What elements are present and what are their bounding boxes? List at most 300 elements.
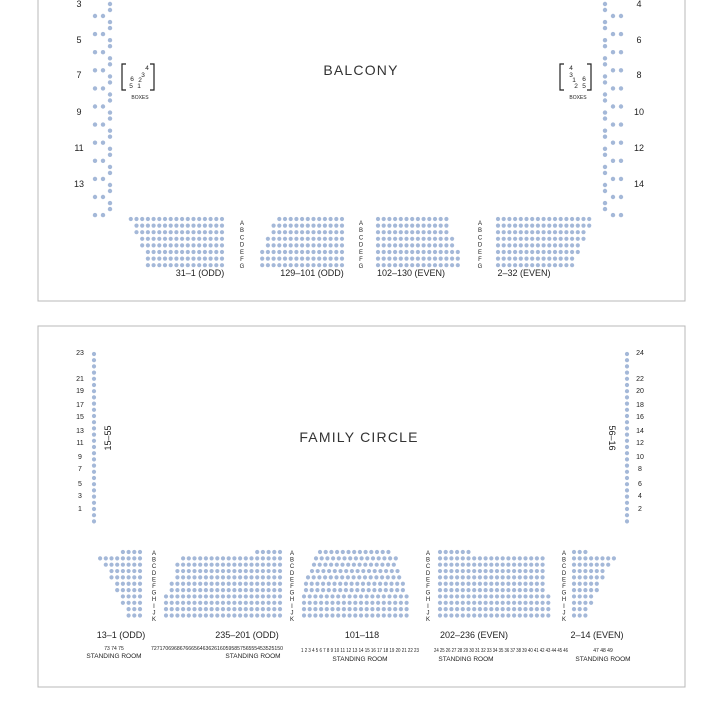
seat[interactable] <box>603 147 607 151</box>
seat[interactable] <box>410 224 414 228</box>
seat[interactable] <box>342 594 346 598</box>
seat[interactable] <box>484 594 488 598</box>
seat[interactable] <box>132 582 136 586</box>
seat[interactable] <box>238 582 242 586</box>
seat[interactable] <box>578 607 582 611</box>
seat[interactable] <box>92 377 96 381</box>
seat[interactable] <box>146 237 150 241</box>
seat[interactable] <box>625 414 629 418</box>
seat[interactable] <box>333 569 337 573</box>
seat[interactable] <box>174 217 178 221</box>
seat[interactable] <box>600 569 604 573</box>
seat[interactable] <box>329 230 333 234</box>
seat[interactable] <box>578 550 582 554</box>
seat[interactable] <box>319 613 323 617</box>
seat[interactable] <box>375 563 379 567</box>
seat[interactable] <box>484 613 488 617</box>
seat[interactable] <box>377 556 381 560</box>
seat[interactable] <box>570 250 574 254</box>
seat[interactable] <box>399 601 403 605</box>
seat[interactable] <box>334 257 338 261</box>
seat[interactable] <box>422 224 426 228</box>
seat[interactable] <box>260 263 264 267</box>
seat[interactable] <box>283 263 287 267</box>
seat[interactable] <box>227 594 231 598</box>
seat[interactable] <box>373 569 377 573</box>
seat[interactable] <box>266 237 270 241</box>
seat[interactable] <box>625 464 629 468</box>
seat[interactable] <box>625 426 629 430</box>
seat[interactable] <box>603 8 607 12</box>
seat[interactable] <box>181 601 185 605</box>
seat[interactable] <box>181 594 185 598</box>
seat[interactable] <box>310 582 314 586</box>
seat[interactable] <box>422 230 426 234</box>
seat[interactable] <box>541 613 545 617</box>
seat[interactable] <box>461 588 465 592</box>
seat[interactable] <box>294 230 298 234</box>
seat[interactable] <box>238 556 242 560</box>
seat[interactable] <box>170 582 174 586</box>
seat[interactable] <box>108 38 112 42</box>
seat[interactable] <box>272 575 276 579</box>
seat[interactable] <box>127 582 131 586</box>
seat[interactable] <box>513 243 517 247</box>
seat[interactable] <box>181 569 185 573</box>
seat[interactable] <box>249 601 253 605</box>
seat[interactable] <box>192 563 196 567</box>
seat[interactable] <box>466 556 470 560</box>
seat[interactable] <box>625 395 629 399</box>
seat[interactable] <box>214 224 218 228</box>
seat[interactable] <box>272 613 276 617</box>
seat[interactable] <box>399 243 403 247</box>
seat[interactable] <box>595 575 599 579</box>
seat[interactable] <box>507 243 511 247</box>
seat[interactable] <box>625 495 629 499</box>
seat[interactable] <box>376 224 380 228</box>
seat[interactable] <box>382 257 386 261</box>
seat[interactable] <box>422 217 426 221</box>
seat[interactable] <box>244 601 248 605</box>
seat[interactable] <box>140 243 144 247</box>
seat[interactable] <box>244 582 248 586</box>
seat[interactable] <box>146 243 150 247</box>
seat[interactable] <box>127 601 131 605</box>
seat[interactable] <box>365 601 369 605</box>
seat[interactable] <box>455 569 459 573</box>
seat[interactable] <box>318 563 322 567</box>
seat[interactable] <box>512 575 516 579</box>
seat[interactable] <box>438 563 442 567</box>
seat[interactable] <box>564 250 568 254</box>
seat[interactable] <box>547 217 551 221</box>
seat[interactable] <box>484 588 488 592</box>
seat[interactable] <box>524 250 528 254</box>
seat[interactable] <box>523 594 527 598</box>
seat[interactable] <box>353 613 357 617</box>
seat[interactable] <box>220 263 224 267</box>
seat[interactable] <box>170 613 174 617</box>
seat[interactable] <box>255 613 259 617</box>
seat[interactable] <box>92 488 96 492</box>
seat[interactable] <box>518 588 522 592</box>
seat[interactable] <box>372 582 376 586</box>
seat[interactable] <box>529 601 533 605</box>
seat[interactable] <box>109 569 113 573</box>
seat[interactable] <box>187 607 191 611</box>
seat[interactable] <box>115 563 119 567</box>
seat[interactable] <box>564 257 568 261</box>
seat[interactable] <box>611 177 615 181</box>
seat[interactable] <box>197 243 201 247</box>
seat[interactable] <box>559 263 563 267</box>
seat[interactable] <box>495 582 499 586</box>
seat[interactable] <box>169 230 173 234</box>
seat[interactable] <box>478 563 482 567</box>
seat[interactable] <box>572 556 576 560</box>
seat[interactable] <box>108 116 112 120</box>
seat[interactable] <box>583 594 587 598</box>
seat[interactable] <box>306 237 310 241</box>
seat[interactable] <box>221 588 225 592</box>
seat[interactable] <box>619 122 623 126</box>
seat[interactable] <box>404 257 408 261</box>
seat[interactable] <box>204 569 208 573</box>
seat[interactable] <box>399 224 403 228</box>
seat[interactable] <box>382 556 386 560</box>
seat[interactable] <box>214 217 218 221</box>
seat[interactable] <box>401 588 405 592</box>
seat[interactable] <box>315 588 319 592</box>
seat[interactable] <box>625 445 629 449</box>
seat[interactable] <box>489 588 493 592</box>
seat[interactable] <box>478 594 482 598</box>
seat[interactable] <box>572 550 576 554</box>
seat[interactable] <box>210 588 214 592</box>
seat[interactable] <box>570 243 574 247</box>
seat[interactable] <box>93 50 97 54</box>
seat[interactable] <box>535 613 539 617</box>
seat[interactable] <box>625 519 629 523</box>
seat[interactable] <box>529 569 533 573</box>
seat[interactable] <box>386 575 390 579</box>
seat[interactable] <box>589 588 593 592</box>
seat[interactable] <box>289 224 293 228</box>
seat[interactable] <box>506 601 510 605</box>
seat[interactable] <box>547 230 551 234</box>
seat[interactable] <box>502 263 506 267</box>
seat[interactable] <box>501 575 505 579</box>
seat[interactable] <box>422 237 426 241</box>
seat[interactable] <box>329 237 333 241</box>
seat[interactable] <box>416 250 420 254</box>
seat[interactable] <box>312 575 316 579</box>
seat[interactable] <box>389 582 393 586</box>
seat[interactable] <box>317 250 321 254</box>
seat[interactable] <box>355 588 359 592</box>
seat[interactable] <box>450 257 454 261</box>
seat[interactable] <box>108 98 112 102</box>
seat[interactable] <box>289 257 293 261</box>
seat[interactable] <box>501 569 505 573</box>
seat[interactable] <box>501 588 505 592</box>
seat[interactable] <box>93 86 97 90</box>
seat[interactable] <box>501 582 505 586</box>
seat[interactable] <box>203 230 207 234</box>
seat[interactable] <box>529 607 533 611</box>
seat[interactable] <box>512 569 516 573</box>
seat[interactable] <box>611 122 615 126</box>
seat[interactable] <box>570 224 574 228</box>
seat[interactable] <box>329 250 333 254</box>
seat[interactable] <box>164 613 168 617</box>
seat[interactable] <box>393 263 397 267</box>
seat[interactable] <box>169 217 173 221</box>
seat[interactable] <box>132 594 136 598</box>
seat[interactable] <box>170 607 174 611</box>
seat[interactable] <box>330 613 334 617</box>
seat[interactable] <box>221 594 225 598</box>
seat[interactable] <box>404 237 408 241</box>
seat[interactable] <box>360 556 364 560</box>
seat[interactable] <box>523 601 527 605</box>
seat[interactable] <box>404 243 408 247</box>
seat[interactable] <box>108 80 112 84</box>
seat[interactable] <box>513 217 517 221</box>
seat[interactable] <box>583 601 587 605</box>
seat[interactable] <box>278 613 282 617</box>
seat[interactable] <box>169 257 173 261</box>
seat[interactable] <box>127 556 131 560</box>
seat[interactable] <box>395 588 399 592</box>
seat[interactable] <box>232 563 236 567</box>
seat[interactable] <box>603 74 607 78</box>
seat[interactable] <box>535 582 539 586</box>
seat[interactable] <box>329 257 333 261</box>
seat[interactable] <box>439 263 443 267</box>
seat[interactable] <box>308 607 312 611</box>
seat[interactable] <box>399 217 403 221</box>
seat[interactable] <box>127 550 131 554</box>
seat[interactable] <box>625 402 629 406</box>
seat[interactable] <box>455 556 459 560</box>
seat[interactable] <box>507 217 511 221</box>
seat[interactable] <box>507 230 511 234</box>
seat[interactable] <box>92 364 96 368</box>
seat[interactable] <box>101 141 105 145</box>
seat[interactable] <box>220 257 224 261</box>
seat[interactable] <box>489 594 493 598</box>
seat[interactable] <box>267 563 271 567</box>
seat[interactable] <box>186 237 190 241</box>
seat[interactable] <box>191 224 195 228</box>
seat[interactable] <box>433 230 437 234</box>
seat[interactable] <box>405 601 409 605</box>
seat[interactable] <box>507 263 511 267</box>
seat[interactable] <box>559 224 563 228</box>
seat[interactable] <box>267 601 271 605</box>
seat[interactable] <box>157 243 161 247</box>
seat[interactable] <box>387 237 391 241</box>
seat[interactable] <box>589 601 593 605</box>
seat[interactable] <box>357 575 361 579</box>
seat[interactable] <box>472 613 476 617</box>
seat[interactable] <box>501 563 505 567</box>
seat[interactable] <box>306 263 310 267</box>
seat[interactable] <box>363 563 367 567</box>
seat[interactable] <box>92 476 96 480</box>
seat[interactable] <box>619 177 623 181</box>
seat[interactable] <box>559 250 563 254</box>
seat[interactable] <box>221 556 225 560</box>
seat[interactable] <box>127 575 131 579</box>
seat[interactable] <box>524 217 528 221</box>
seat[interactable] <box>523 607 527 611</box>
seat[interactable] <box>572 575 576 579</box>
seat[interactable] <box>329 563 333 567</box>
seat[interactable] <box>92 501 96 505</box>
seat[interactable] <box>220 250 224 254</box>
seat[interactable] <box>530 250 534 254</box>
seat[interactable] <box>198 575 202 579</box>
seat[interactable] <box>444 257 448 261</box>
seat[interactable] <box>93 177 97 181</box>
seat[interactable] <box>306 230 310 234</box>
seat[interactable] <box>140 224 144 228</box>
seat[interactable] <box>152 257 156 261</box>
seat[interactable] <box>439 243 443 247</box>
seat[interactable] <box>175 594 179 598</box>
seat[interactable] <box>387 607 391 611</box>
seat[interactable] <box>524 243 528 247</box>
seat[interactable] <box>348 607 352 611</box>
seat[interactable] <box>484 582 488 586</box>
seat[interactable] <box>314 556 318 560</box>
seat[interactable] <box>214 237 218 241</box>
seat[interactable] <box>181 556 185 560</box>
seat[interactable] <box>210 607 214 611</box>
seat[interactable] <box>536 257 540 261</box>
seat[interactable] <box>572 601 576 605</box>
seat[interactable] <box>232 607 236 611</box>
seat[interactable] <box>370 607 374 611</box>
seat[interactable] <box>541 569 545 573</box>
seat[interactable] <box>255 575 259 579</box>
seat[interactable] <box>530 217 534 221</box>
seat[interactable] <box>311 250 315 254</box>
seat[interactable] <box>132 607 136 611</box>
seat[interactable] <box>300 257 304 261</box>
seat[interactable] <box>583 575 587 579</box>
seat[interactable] <box>603 135 607 139</box>
seat[interactable] <box>121 588 125 592</box>
seat[interactable] <box>393 243 397 247</box>
seat[interactable] <box>595 588 599 592</box>
seat[interactable] <box>603 110 607 114</box>
seat[interactable] <box>92 513 96 517</box>
seat[interactable] <box>278 594 282 598</box>
seat[interactable] <box>542 237 546 241</box>
seat[interactable] <box>507 250 511 254</box>
seat[interactable] <box>157 230 161 234</box>
seat[interactable] <box>625 408 629 412</box>
seat[interactable] <box>536 237 540 241</box>
seat[interactable] <box>416 263 420 267</box>
seat[interactable] <box>175 563 179 567</box>
seat[interactable] <box>92 433 96 437</box>
seat[interactable] <box>547 263 551 267</box>
seat[interactable] <box>365 607 369 611</box>
seat[interactable] <box>261 601 265 605</box>
seat[interactable] <box>277 250 281 254</box>
seat[interactable] <box>321 582 325 586</box>
seat[interactable] <box>169 243 173 247</box>
seat[interactable] <box>553 230 557 234</box>
seat[interactable] <box>267 607 271 611</box>
seat[interactable] <box>331 556 335 560</box>
seat[interactable] <box>512 613 516 617</box>
seat[interactable] <box>378 569 382 573</box>
seat[interactable] <box>164 594 168 598</box>
seat[interactable] <box>192 601 196 605</box>
seat[interactable] <box>506 607 510 611</box>
seat[interactable] <box>323 250 327 254</box>
seat[interactable] <box>478 613 482 617</box>
seat[interactable] <box>203 237 207 241</box>
seat[interactable] <box>433 217 437 221</box>
seat[interactable] <box>404 224 408 228</box>
seat[interactable] <box>496 243 500 247</box>
seat[interactable] <box>572 594 576 598</box>
seat[interactable] <box>278 556 282 560</box>
seat[interactable] <box>359 594 363 598</box>
seat[interactable] <box>215 563 219 567</box>
seat[interactable] <box>553 243 557 247</box>
seat[interactable] <box>266 250 270 254</box>
seat[interactable] <box>387 257 391 261</box>
seat[interactable] <box>389 588 393 592</box>
seat[interactable] <box>370 601 374 605</box>
seat[interactable] <box>209 230 213 234</box>
seat[interactable] <box>466 601 470 605</box>
seat[interactable] <box>393 601 397 605</box>
seat[interactable] <box>132 563 136 567</box>
seat[interactable] <box>461 613 465 617</box>
seat[interactable] <box>512 563 516 567</box>
seat[interactable] <box>197 257 201 261</box>
seat[interactable] <box>495 601 499 605</box>
seat[interactable] <box>523 575 527 579</box>
seat[interactable] <box>181 582 185 586</box>
seat[interactable] <box>180 217 184 221</box>
seat[interactable] <box>578 588 582 592</box>
seat[interactable] <box>272 250 276 254</box>
seat[interactable] <box>138 569 142 573</box>
seat[interactable] <box>317 230 321 234</box>
seat[interactable] <box>209 243 213 247</box>
seat[interactable] <box>215 575 219 579</box>
seat[interactable] <box>244 575 248 579</box>
seat[interactable] <box>380 563 384 567</box>
seat[interactable] <box>438 575 442 579</box>
seat[interactable] <box>612 556 616 560</box>
seat[interactable] <box>542 230 546 234</box>
seat[interactable] <box>323 563 327 567</box>
seat[interactable] <box>92 395 96 399</box>
seat[interactable] <box>595 556 599 560</box>
seat[interactable] <box>546 601 550 605</box>
